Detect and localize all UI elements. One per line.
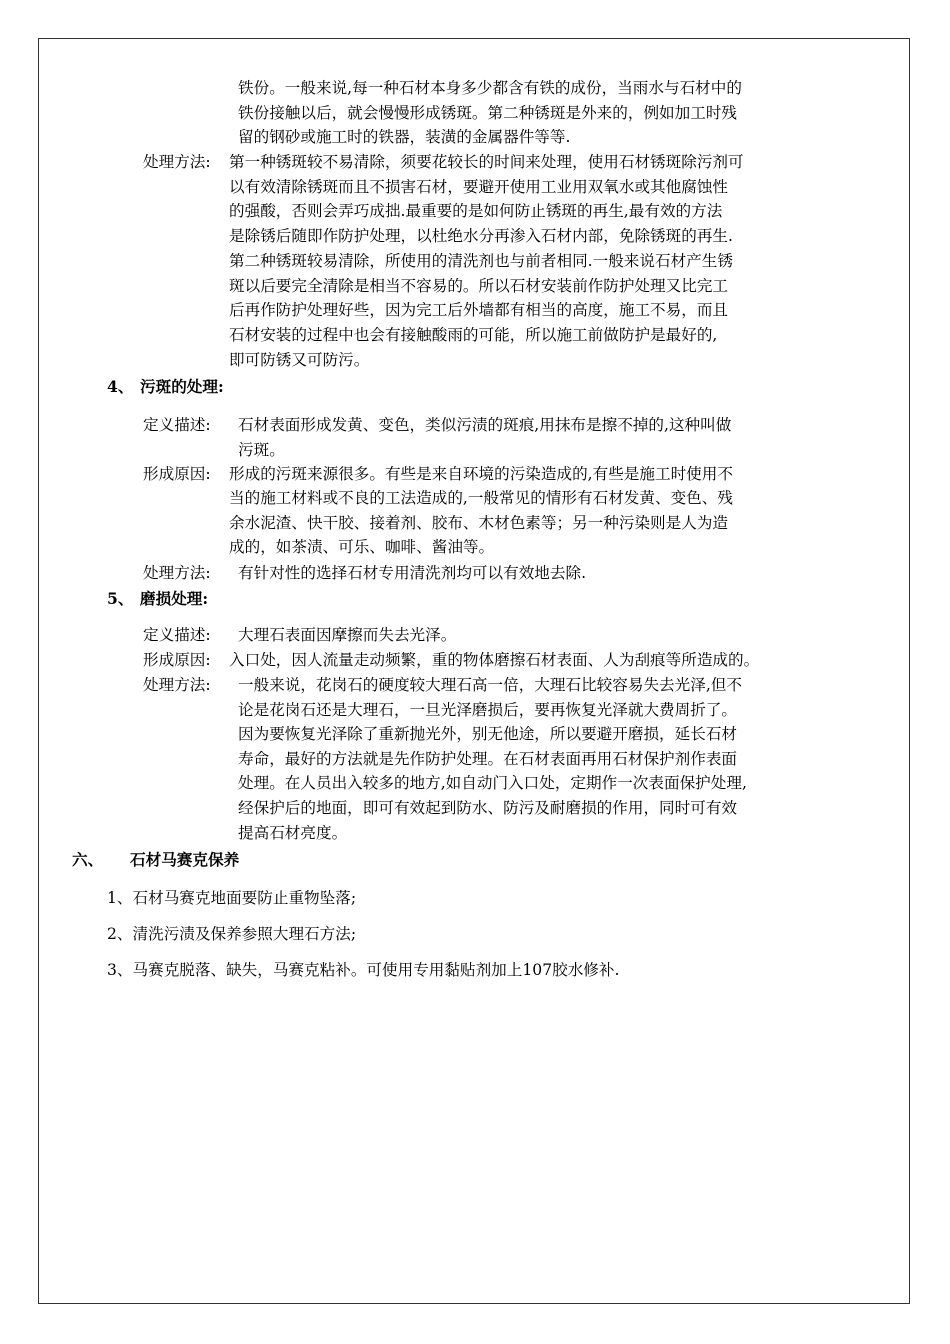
list-item: 1、石材马赛克地面要防止重物坠落; bbox=[107, 889, 357, 907]
paragraph-line: 论是花岗石还是大理石，一旦光泽磨损后，要再恢复光泽就大费周折了。 bbox=[238, 700, 738, 719]
paragraph-line: 有针对性的选择石材专用清洗剂均可以有效地去除. bbox=[238, 564, 587, 582]
field-label-definition: 定义描述: bbox=[143, 416, 211, 434]
paragraph-line: 后再作防护处理好些，因为完工后外墙都有相当的高度，施工不易，而且 bbox=[229, 301, 729, 320]
paragraph-line: 处理。在人员出入较多的地方,如自动门入口处，定期作一次表面保护处理, bbox=[238, 774, 747, 793]
paragraph-line: 石材安装的过程中也会有接触酸雨的可能，所以施工前做防护是最好的, bbox=[229, 325, 718, 344]
paragraph-line: 寿命，最好的方法就是先作防护处理。在石材表面再用石材保护剂作表面 bbox=[238, 749, 738, 768]
field-label-definition: 定义描述: bbox=[143, 626, 211, 644]
paragraph-line: 石材表面形成发黄、变色，类似污渍的斑痕,用抹布是擦不掉的,这种叫做 bbox=[238, 416, 732, 434]
list-item: 2、清洗污渍及保养参照大理石方法; bbox=[107, 925, 357, 943]
paragraph-line: 的强酸，否则会弄巧成拙.最重要的是如何防止锈斑的再生,最有效的方法 bbox=[229, 202, 723, 221]
paragraph-line: 提高石材亮度。 bbox=[238, 823, 348, 842]
paragraph-line: 第一种锈斑较不易清除，须要花较长的时间来处理，使用石材锈斑除污剂可 bbox=[229, 153, 744, 171]
paragraph-line: 第二种锈斑较易清除，所使用的清洗剂也与前者相同.一般来说石材产生锈 bbox=[229, 251, 733, 270]
paragraph-line: 铁份接触以后，就会慢慢形成锈斑。第二种锈斑是外来的，例如加工时残 bbox=[238, 103, 738, 122]
paragraph-line: 因为要恢复光泽除了重新抛光外，别无他途，所以要避开磨损，延长石材 bbox=[238, 725, 738, 744]
section-title: 污斑的处理: bbox=[140, 377, 224, 396]
section-number: 5、 bbox=[107, 589, 134, 608]
field-label-treatment: 处理方法: bbox=[143, 676, 211, 694]
field-label-treatment: 处理方法: bbox=[143, 564, 211, 582]
field-label-cause: 形成原因: bbox=[143, 651, 211, 669]
field-label-treatment: 处理方法: bbox=[143, 153, 211, 171]
paragraph-line: 入口处，因人流量走动频繁，重的物体磨擦石材表面、人为刮痕等所造成的。 bbox=[229, 651, 760, 669]
paragraph-line: 斑以后要完全清除是相当不容易的。所以石材安装前作防护处理又比完工 bbox=[229, 276, 729, 295]
paragraph-line: 经保护后的地面，即可有效起到防水、防污及耐磨损的作用，同时可有效 bbox=[238, 799, 738, 817]
paragraph-line: 以有效清除锈斑而且不损害石材，要避开使用工业用双氧水或其他腐蚀性 bbox=[229, 177, 729, 196]
paragraph-line: 成的，如茶渍、可乐、咖啡、酱油等。 bbox=[229, 537, 495, 556]
field-label-cause: 形成原因: bbox=[143, 465, 211, 483]
section-number: 六、 bbox=[72, 850, 104, 869]
paragraph-line: 大理石表面因摩擦而失去光泽。 bbox=[238, 626, 457, 644]
paragraph-line: 一般来说，花岗石的硬度较大理石高一倍，大理石比较容易失去光泽,但不 bbox=[238, 676, 742, 694]
paragraph-line: 即可防锈又可防污。 bbox=[229, 350, 370, 369]
section-title: 石材马赛克保养 bbox=[130, 850, 240, 869]
paragraph-line: 当的施工材料或不良的工法造成的,一般常见的情形有石材发黄、变色、残 bbox=[229, 489, 733, 508]
paragraph-line: 铁份。一般来说,每一种石材本身多少都含有铁的成份，当雨水与石材中的 bbox=[238, 79, 742, 97]
paragraph-line: 污斑。 bbox=[238, 440, 285, 459]
list-item: 3、马赛克脱落、缺失，马赛克粘补。可使用专用黏贴剂加上107胶水修补. bbox=[107, 961, 620, 979]
paragraph-line: 是除锈后随即作防护处理，以杜绝水分再渗入石材内部，免除锈斑的再生. bbox=[229, 227, 733, 246]
paragraph-line: 余水泥渣、快干胶、接着剂、胶布、木材色素等；另一种污染则是人为造 bbox=[229, 513, 729, 532]
paragraph-line: 形成的污斑来源很多。有些是来自环境的污染造成的,有些是施工时使用不 bbox=[229, 465, 733, 483]
section-number: 4、 bbox=[107, 377, 134, 396]
section-title: 磨损处理: bbox=[140, 589, 209, 608]
paragraph-line: 留的钢砂或施工时的铁器，装潢的金属器件等等. bbox=[238, 128, 571, 147]
